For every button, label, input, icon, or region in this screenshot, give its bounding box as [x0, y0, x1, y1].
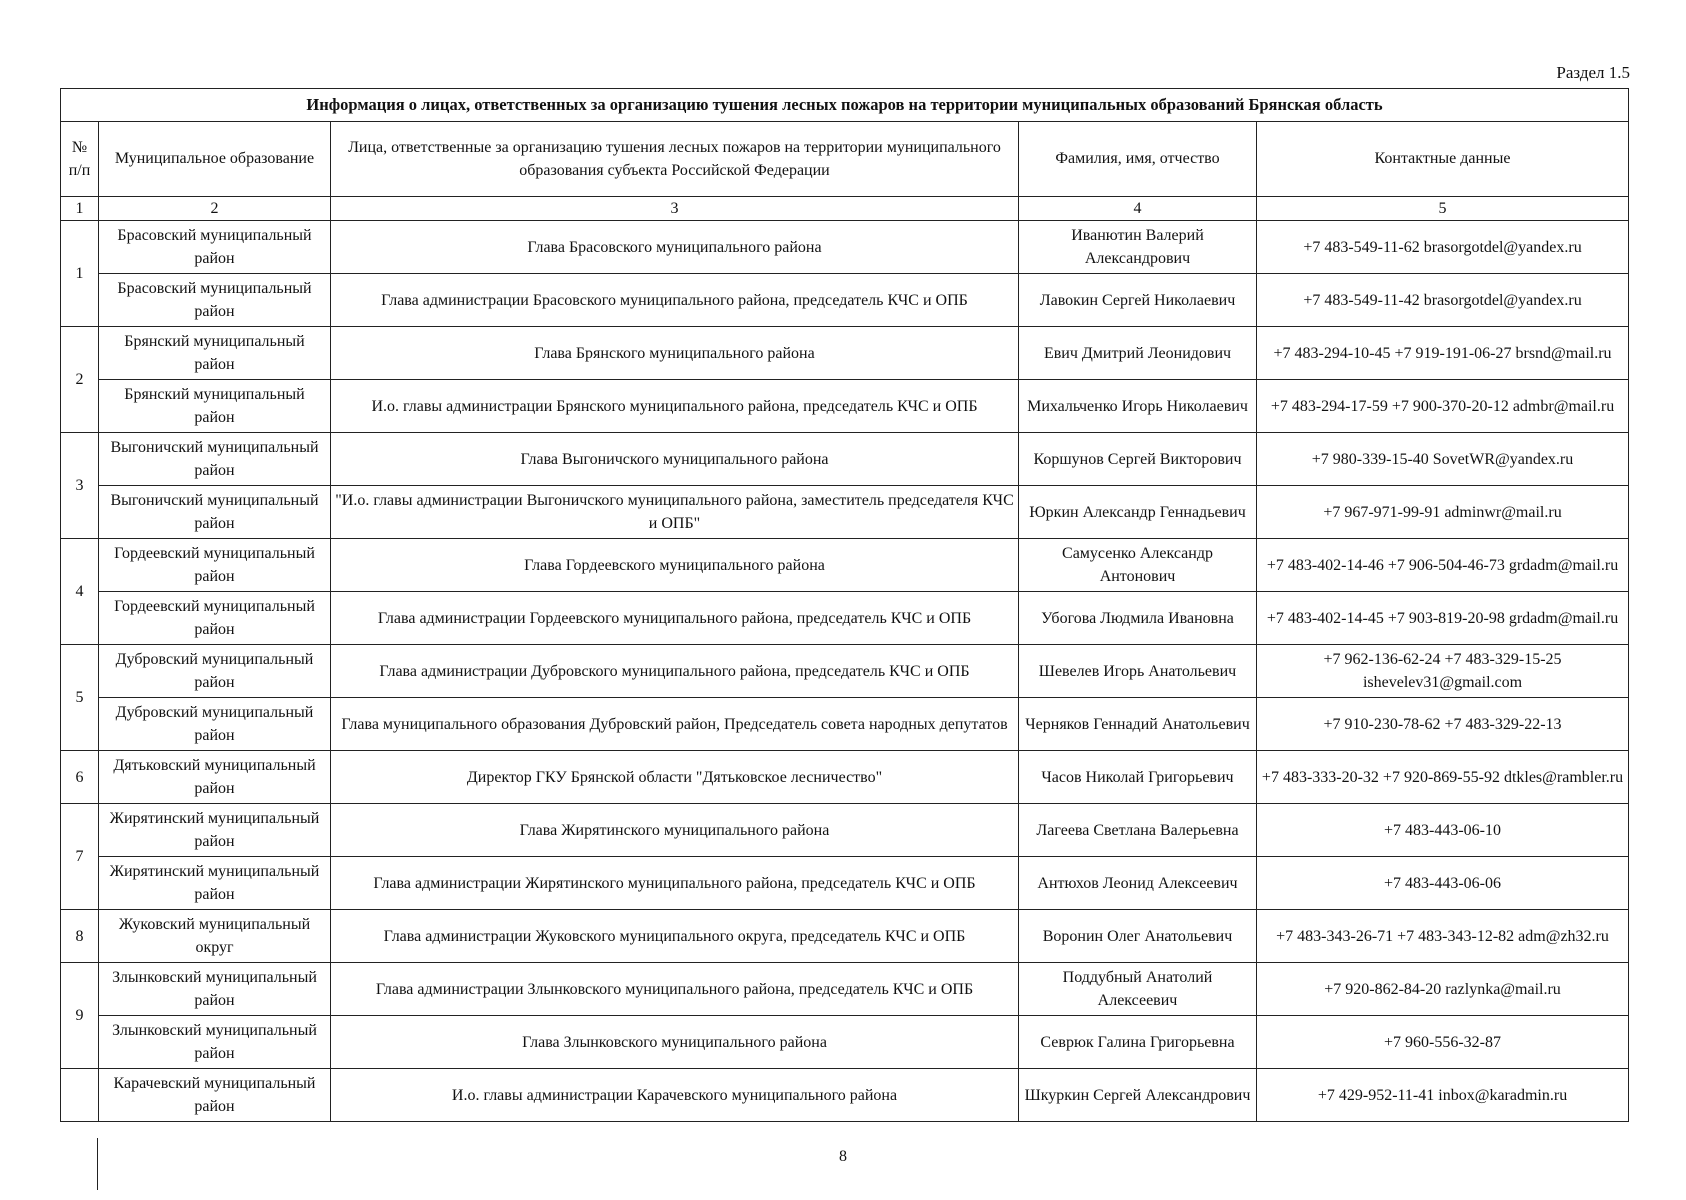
header-persons: Лица, ответственные за организацию тушения лесных пожаров на территории муниципального образования субъекта Российской Федерации — [331, 121, 1019, 196]
full-name-cell: Черняков Геннадий Анатольевич — [1019, 698, 1257, 751]
full-name-cell: Лагеева Светлана Валерьевна — [1019, 804, 1257, 857]
header-fio: Фамилия, имя, отчество — [1019, 121, 1257, 196]
contacts-cell: +7 483-443-06-06 — [1257, 857, 1629, 910]
responsible-role-cell: Глава администрации Жирятинского муниципального района, председатель КЧС и ОПБ — [331, 857, 1019, 910]
responsible-persons-table — [60, 88, 1629, 1122]
column-number: 5 — [1257, 196, 1629, 220]
table-row — [61, 1069, 1629, 1122]
contacts-cell: +7 483-549-11-42 brasorgotdel@yandex.ru — [1257, 274, 1629, 327]
table-row — [61, 380, 1629, 433]
table-row — [61, 539, 1629, 592]
table-row — [61, 327, 1629, 380]
contacts-cell: +7 483-549-11-62 brasorgotdel@yandex.ru — [1257, 221, 1629, 274]
row-number: 5 — [61, 645, 99, 751]
row-number — [61, 1069, 99, 1122]
contacts-cell: +7 429-952-11-41 inbox@karadmin.ru — [1257, 1069, 1629, 1122]
responsible-role-cell: Глава Брасовского муниципального района — [331, 221, 1019, 274]
contacts-cell: +7 910-230-78-62 +7 483-329-22-13 — [1257, 698, 1629, 751]
contacts-cell: +7 920-862-84-20 razlynka@mail.ru — [1257, 963, 1629, 1016]
responsible-role-cell: "И.о. главы администрации Выгоничского муниципального района, заместитель председателя КЧС и ОПБ" — [331, 486, 1019, 539]
row-number: 8 — [61, 910, 99, 963]
responsible-role-cell: Глава Жирятинского муниципального района — [331, 804, 1019, 857]
row-number: 4 — [61, 539, 99, 645]
table-row — [61, 857, 1629, 910]
municipality-cell: Дубровский муниципальный район — [99, 698, 331, 751]
page-number: 8 — [839, 1148, 847, 1165]
responsible-role-cell: И.о. главы администрации Брянского муниципального района, председатель КЧС и ОПБ — [331, 380, 1019, 433]
municipality-cell: Дятьковский муниципальный район — [99, 751, 331, 804]
responsible-role-cell: Глава Выгоничского муниципального района — [331, 433, 1019, 486]
municipality-cell: Выгоничский муниципальный район — [99, 486, 331, 539]
row-number: 9 — [61, 963, 99, 1069]
full-name-cell: Иванютин Валерий Александрович — [1019, 221, 1257, 274]
full-name-cell: Антюхов Леонид Алексеевич — [1019, 857, 1257, 910]
full-name-cell: Шкуркин Сергей Александрович — [1019, 1069, 1257, 1122]
full-name-cell: Убогова Людмила Ивановна — [1019, 592, 1257, 645]
municipality-cell: Брасовский муниципальный район — [99, 221, 331, 274]
municipality-cell: Брасовский муниципальный район — [99, 274, 331, 327]
table-row — [61, 910, 1629, 963]
full-name-cell: Евич Дмитрий Леонидович — [1019, 327, 1257, 380]
contacts-cell: +7 967-971-99-91 adminwr@mail.ru — [1257, 486, 1629, 539]
table-row — [61, 433, 1629, 486]
column-number: 3 — [331, 196, 1019, 220]
municipality-cell: Дубровский муниципальный район — [99, 645, 331, 698]
contacts-cell: +7 483-402-14-45 +7 903-819-20-98 grdadm@mail.ru — [1257, 592, 1629, 645]
table-row — [61, 645, 1629, 698]
responsible-role-cell: Директор ГКУ Брянской области "Дятьковское лесничество" — [331, 751, 1019, 804]
table-row — [61, 804, 1629, 857]
responsible-role-cell: Глава Брянского муниципального района — [331, 327, 1019, 380]
full-name-cell: Лавокин Сергей Николаевич — [1019, 274, 1257, 327]
responsible-role-cell: И.о. главы администрации Карачевского муниципального района — [331, 1069, 1019, 1122]
municipality-cell: Брянский муниципальный район — [99, 380, 331, 433]
municipality-cell: Брянский муниципальный район — [99, 327, 331, 380]
responsible-role-cell: Глава Гордеевского муниципального района — [331, 539, 1019, 592]
municipality-cell: Злынковский муниципальный район — [99, 963, 331, 1016]
contacts-cell: +7 483-294-17-59 +7 900-370-20-12 admbr@mail.ru — [1257, 380, 1629, 433]
full-name-cell: Воронин Олег Анатольевич — [1019, 910, 1257, 963]
contacts-cell: +7 980-339-15-40 SovetWR@yandex.ru — [1257, 433, 1629, 486]
municipality-cell: Гордеевский муниципальный район — [99, 592, 331, 645]
row-number: 3 — [61, 433, 99, 539]
header-municipality: Муниципальное образование — [99, 121, 331, 196]
full-name-cell: Самусенко Александр Антонович — [1019, 539, 1257, 592]
responsible-role-cell: Глава муниципального образования Дубровский район, Председатель совета народных депутатов — [331, 698, 1019, 751]
row-number: 1 — [61, 221, 99, 327]
contacts-cell: +7 483-333-20-32 +7 920-869-55-92 dtkles@rambler.ru — [1257, 751, 1629, 804]
header-num: № п/п — [61, 121, 99, 196]
municipality-cell: Жуковский муниципальный округ — [99, 910, 331, 963]
responsible-role-cell: Глава администрации Гордеевского муниципального района, председатель КЧС и ОПБ — [331, 592, 1019, 645]
full-name-cell: Коршунов Сергей Викторович — [1019, 433, 1257, 486]
full-name-cell: Часов Николай Григорьевич — [1019, 751, 1257, 804]
section-label: Раздел 1.5 — [1556, 63, 1630, 82]
table-row — [61, 1016, 1629, 1069]
responsible-role-cell: Глава администрации Дубровского муниципального района, председатель КЧС и ОПБ — [331, 645, 1019, 698]
header-contacts: Контактные данные — [1257, 121, 1629, 196]
municipality-cell: Злынковский муниципальный район — [99, 1016, 331, 1069]
column-number: 1 — [61, 196, 99, 220]
full-name-cell: Юркин Александр Геннадьевич — [1019, 486, 1257, 539]
responsible-role-cell: Глава администрации Жуковского муниципального округа, председатель КЧС и ОПБ — [331, 910, 1019, 963]
table-row — [61, 698, 1629, 751]
table-row — [61, 592, 1629, 645]
table-row — [61, 486, 1629, 539]
municipality-cell: Гордеевский муниципальный район — [99, 539, 331, 592]
table-row — [61, 274, 1629, 327]
responsible-role-cell: Глава Злынковского муниципального района — [331, 1016, 1019, 1069]
municipality-cell: Карачевский муниципальный район — [99, 1069, 331, 1122]
column-number: 2 — [99, 196, 331, 220]
contacts-cell: +7 962-136-62-24 +7 483-329-15-25 ishevelev31@gmail.com — [1257, 645, 1629, 698]
row-number: 6 — [61, 751, 99, 804]
municipality-cell: Жирятинский муниципальный район — [99, 857, 331, 910]
contacts-cell: +7 483-343-26-71 +7 483-343-12-82 adm@zh32.ru — [1257, 910, 1629, 963]
contacts-cell: +7 483-294-10-45 +7 919-191-06-27 brsnd@mail.ru — [1257, 327, 1629, 380]
contacts-cell: +7 483-443-06-10 — [1257, 804, 1629, 857]
full-name-cell: Поддубный Анатолий Алексеевич — [1019, 963, 1257, 1016]
contacts-cell: +7 960-556-32-87 — [1257, 1016, 1629, 1069]
table-row — [61, 751, 1629, 804]
municipality-cell: Выгоничский муниципальный район — [99, 433, 331, 486]
municipality-cell: Жирятинский муниципальный район — [99, 804, 331, 857]
contacts-cell: +7 483-402-14-46 +7 906-504-46-73 grdadm@mail.ru — [1257, 539, 1629, 592]
column-number: 4 — [1019, 196, 1257, 220]
row-number: 2 — [61, 327, 99, 433]
table-title: Информация о лицах, ответственных за организацию тушения лесных пожаров на территории муниципальных образований Брянская область — [61, 89, 1629, 122]
table-body — [61, 221, 1629, 1122]
responsible-role-cell: Глава администрации Брасовского муниципального района, председатель КЧС и ОПБ — [331, 274, 1019, 327]
table-row — [61, 963, 1629, 1016]
full-name-cell: Шевелев Игорь Анатольевич — [1019, 645, 1257, 698]
row-number: 7 — [61, 804, 99, 910]
full-name-cell: Севрюк Галина Григорьевна — [1019, 1016, 1257, 1069]
full-name-cell: Михальченко Игорь Николаевич — [1019, 380, 1257, 433]
responsible-role-cell: Глава администрации Злынковского муниципального района, председатель КЧС и ОПБ — [331, 963, 1019, 1016]
table-row — [61, 221, 1629, 274]
